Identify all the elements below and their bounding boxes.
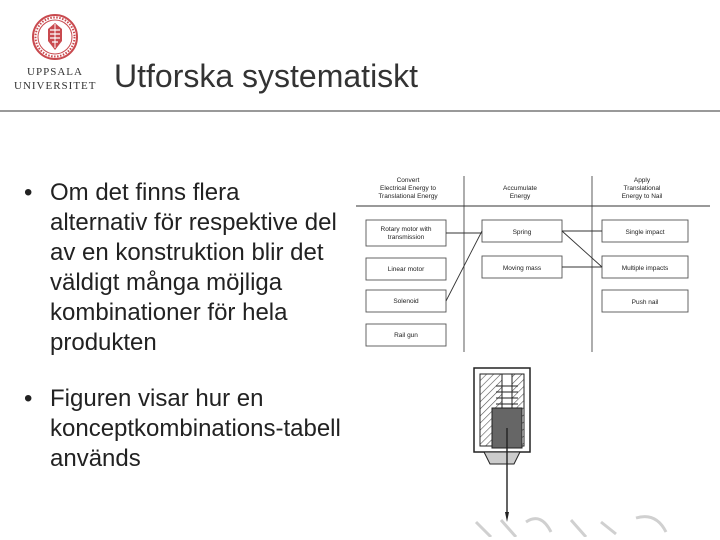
column-header-apply: Translational bbox=[623, 185, 661, 192]
logo-text-line2: UNIVERSITET bbox=[14, 80, 97, 92]
column-header-apply: Energy to Nail bbox=[621, 193, 663, 200]
column-header-apply: Apply bbox=[633, 177, 651, 184]
bullet-item bbox=[22, 178, 342, 358]
option-moving-mass: Moving mass bbox=[502, 265, 542, 272]
university-logo bbox=[14, 14, 96, 104]
column-header-convert: Translational Energy bbox=[378, 193, 438, 200]
bullet-list bbox=[22, 178, 342, 500]
university-seal-icon bbox=[32, 14, 78, 60]
bullet-text: Om det finns flera alternativ för respektive del av en konstruktion blir det väldigt många möjliga kombinationer för hela produkten bbox=[50, 179, 337, 356]
option-rotary-motor: transmission bbox=[387, 234, 425, 241]
option-solenoid: Solenoid bbox=[393, 298, 419, 305]
bullet-text: Figuren visar hur en konceptkombinations-tabell används bbox=[50, 385, 341, 472]
slide-title: Utforska systematiskt bbox=[114, 58, 419, 94]
slide-header bbox=[0, 0, 720, 112]
option-single-impact: Single impact bbox=[625, 229, 665, 236]
column-header-accumulate: Accumulate bbox=[503, 185, 537, 192]
column-header-accumulate: Energy bbox=[509, 193, 531, 200]
column-header-convert: Electrical Energy to bbox=[380, 185, 436, 192]
concept-combination-figure bbox=[356, 172, 710, 537]
option-rail-gun: Rail gun bbox=[394, 332, 418, 339]
option-push-nail: Push nail bbox=[631, 299, 659, 306]
bullet-item bbox=[22, 384, 342, 474]
bullet-icon: • bbox=[24, 179, 33, 206]
option-rotary-motor: Rotary motor with bbox=[380, 226, 432, 233]
logo-text-line1: UPPSALA bbox=[27, 66, 83, 78]
bullet-icon: • bbox=[24, 385, 33, 412]
option-multiple-impacts: Multiple impacts bbox=[621, 265, 669, 272]
option-linear-motor: Linear motor bbox=[387, 266, 425, 273]
column-header-convert: Convert bbox=[396, 177, 420, 184]
option-spring: Spring bbox=[512, 229, 532, 236]
header-divider bbox=[0, 110, 720, 112]
